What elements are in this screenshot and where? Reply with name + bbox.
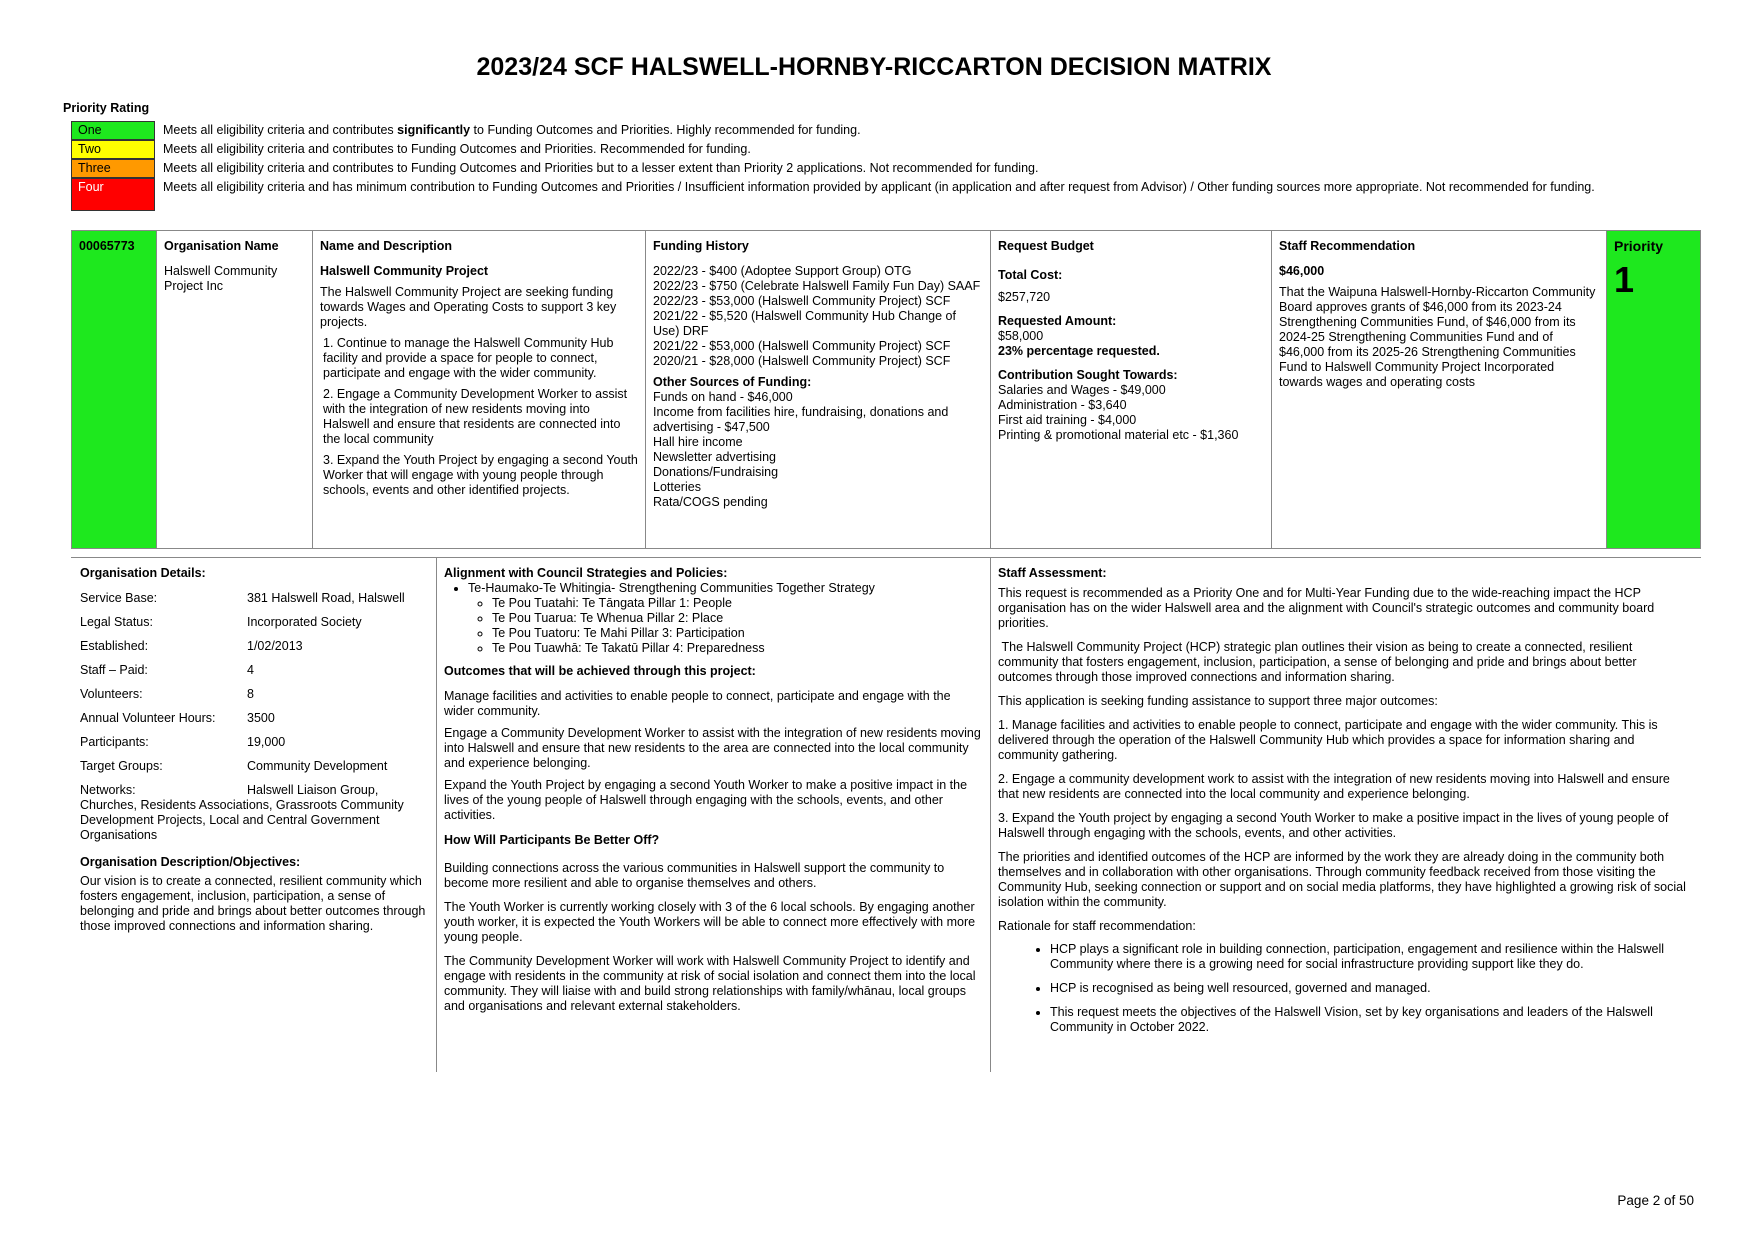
other-source-item: Income from facilities hire, fundraising, donations and advertising - $47,500 — [653, 405, 949, 434]
project-name: Halswell Community Project — [320, 264, 489, 278]
rationale-item: • HCP plays a significant role in building connection, participation, engagement and resilience within the Halswell Community where there is a growing need for social infrastructure providing support like they do. — [1050, 942, 1694, 972]
contribution-item: Printing & promotional material etc - $1,360 — [998, 428, 1239, 442]
rationale-list — [998, 942, 1694, 1035]
request-budget-header: Request Budget — [998, 239, 1094, 253]
application-id-cell — [72, 231, 156, 548]
funding-history-item: 2022/23 - $400 (Adoptee Support Group) OTG — [653, 264, 912, 278]
assessment-paragraph: The Halswell Community Project (HCP) strategic plan outlines their vision as being to create a connected, resilient community that fosters engagement, inclusion, participation, a sense of belonging and pride and brings about better outcomes through those improved connections and information sharing. — [998, 640, 1641, 684]
priority-description-one: Meets all eligibility criteria and contributes significantly to Funding Outcomes and Priorities. Highly recommended for funding. — [163, 123, 861, 137]
priority-description-four: Meets all eligibility criteria and has minimum contribution to Funding Outcomes and Priorities / Insufficient information provided by applicant (in application and after request from Advisor) / Other funding sources more appropriate. Not recommended for funding. — [163, 180, 1595, 194]
description-header: Name and Description — [320, 239, 452, 253]
organisation-details-section — [73, 566, 436, 934]
funding-history-item: 2021/22 - $53,000 (Halswell Community Project) SCF — [653, 339, 951, 353]
other-source-item: Lotteries — [653, 480, 701, 494]
detail-row-volunteers: Volunteers: 8 — [80, 687, 254, 701]
request-budget-cell — [990, 231, 1271, 548]
detail-row-legal-status: Legal Status: Incorporated Society — [80, 615, 362, 629]
total-cost-label: Total Cost: — [998, 268, 1063, 282]
organisation-details-header: Organisation Details: — [80, 566, 206, 580]
assessment-paragraph: 3. Expand the Youth project by engaging a second Youth Worker to make a positive impact in the lives of young people of Halswell through engaging with the schools, events, and other activities. — [998, 811, 1669, 840]
page-title: 2023/24 SCF HALSWELL-HORNBY-RICCARTON DECISION MATRIX — [476, 53, 1272, 81]
contribution-item: Salaries and Wages - $49,000 — [998, 383, 1166, 397]
detail-row-target-groups: Target Groups: Community Development — [80, 759, 388, 773]
funding-history-item: 2022/23 - $53,000 (Halswell Community Project) SCF — [653, 294, 951, 308]
rationale-item: • This request meets the objectives of the Halswell Vision, set by key organisations and leaders of the Halswell Community in October 2022. — [1050, 1005, 1694, 1035]
recommendation-text: That the Waipuna Halswell-Hornby-Riccarton Community Board approves grants of $46,000 from its 2023-24 Strengthening Communities Fund, of $46,000 from its 2024-25 Strengthening Communities Fund and of $46,000 from its 2025-26 Strengthening Communities Fund to Halswell Community Project Incorporated towards wages and operating costs — [1279, 285, 1596, 389]
priority-description-two: Meets all eligibility criteria and contributes to Funding Outcomes and Priorities. Recommended for funding. — [163, 142, 751, 156]
rationale-label: Rationale for staff recommendation: — [998, 919, 1196, 933]
other-source-item: Newsletter advertising — [653, 450, 776, 464]
priority-legend-row-three — [71, 159, 1651, 178]
strategy-item: • Te-Haumako-Te Whitingia- Strengthening Communities Together Strategy ◦ Te Pou Tuatahi: Te Tāngata Pillar 1: People ◦ Te Pou Tuarua: Te Whenua Pillar 2: Place ◦ Te Pou Tuatoru: Te Mahi Pillar 3: Participation ◦ Te Pou Tuawhā: Te Takatū Pillar 4: Preparedness — [468, 581, 983, 656]
section-divider — [71, 557, 1701, 558]
contribution-item: Administration - $3,640 — [998, 398, 1127, 412]
priority-swatch-four: Four — [71, 178, 155, 211]
project-point: 1. Continue to manage the Halswell Community Hub facility and provide a space for people to connect, participate and engage with the wider community. — [323, 336, 614, 380]
pillar-item: ◦ Te Pou Tuatahi: Te Tāngata Pillar 1: People — [492, 596, 983, 611]
pillar-item: ◦ Te Pou Tuatoru: Te Mahi Pillar 3: Participation — [492, 626, 983, 641]
funding-history-item: 2022/23 - $750 (Celebrate Halswell Family Fun Day) SAAF — [653, 279, 981, 293]
organisation-description-header: Organisation Description/Objectives: — [80, 855, 301, 869]
detail-row-volunteer-hours: Annual Volunteer Hours: 3500 — [80, 711, 275, 725]
assessment-paragraph: This request is recommended as a Priority One and for Multi-Year Funding due to the wide-reaching impact the HCP organisation has on the wider Halswell area and the alignment with Council's strategic outcomes and community board priorities. — [998, 586, 1658, 630]
priority-swatch-one: One — [71, 121, 155, 140]
priority-header: Priority — [1614, 238, 1664, 254]
other-source-item: Rata/COGS pending — [653, 495, 768, 509]
application-id: 00065773 — [79, 239, 135, 253]
outcome-item: Expand the Youth Project by engaging a second Youth Worker to make a positive impact in the lives of the young people of Halswell through engaging with the schools, events, and other activities. — [444, 778, 968, 822]
organisation-name: Halswell Community Project Inc — [164, 264, 278, 293]
outcomes-header: Outcomes that will be achieved through this project: — [444, 664, 756, 678]
project-intro: The Halswell Community Project are seeking funding towards Wages and Operating Costs to support 3 key projects. — [320, 285, 617, 329]
other-source-item: Hall hire income — [653, 435, 743, 449]
staff-assessment-section — [991, 566, 1701, 1044]
priority-rating-heading: Priority Rating — [63, 101, 150, 115]
networks-list: Churches, Residents Associations, Grassroots Community Development Projects, Local and Central Government Organisations — [80, 798, 404, 842]
outcome-item: Engage a Community Development Worker to assist with the integration of new residents moving into Halswell and ensure that new residents to the area are connected into the local community and experience belonging. — [444, 726, 981, 770]
detail-row-established: Established: 1/02/2013 — [80, 639, 303, 653]
assessment-paragraph: 2. Engage a community development work to assist with the integration of new residents moving into Halswell and ensure that new residents are connected into the local community and experience belonging. — [998, 772, 1670, 801]
organisation-name-header: Organisation Name — [164, 239, 279, 253]
priority-description-three: Meets all eligibility criteria and contributes to Funding Outcomes and Priorities but to a lesser extent than Priority 2 applications. Not recommended for funding. — [163, 161, 1039, 175]
better-off-header: How Will Participants Be Better Off? — [444, 833, 660, 847]
funding-history-header: Funding History — [653, 239, 749, 253]
other-sources-header: Other Sources of Funding: — [653, 375, 812, 389]
priority-swatch-two: Two — [71, 140, 155, 159]
organisation-name-cell — [156, 231, 312, 548]
better-off-item: The Community Development Worker will work with Halswell Community Project to identify and engage with residents in the community at risk of social isolation and connect them into the local community. They will liaise with and build strong relationships with family/whānau, local groups and organisations and relevant external stakeholders. — [444, 954, 976, 1013]
assessment-paragraph: The priorities and identified outcomes of the HCP are informed by the work they are already doing in the community both themselves and in collaboration with other organisations. Through community feedback received from those visiting the Community Hub, seeking connection or support and on social media platforms, they have highlighted a growing risk of social isolation within the community. — [998, 850, 1686, 909]
alignment-section — [437, 566, 990, 1020]
detail-row-networks: Networks: Halswell Liaison Group, — [80, 783, 379, 797]
priority-legend-row-one — [71, 121, 1651, 140]
better-off-item: Building connections across the various communities in Halswell support the community to become more resilient and able to organise themselves and others. — [444, 861, 945, 890]
project-point: 2. Engage a Community Development Worker to assist with the integration of new residents moving into Halswell and ensure that residents are connected into the local community — [323, 387, 628, 446]
priority-legend-row-four — [71, 178, 1651, 211]
rationale-item: • HCP is recognised as being well resourced, governed and managed. — [1050, 981, 1694, 996]
total-cost-value: $257,720 — [998, 290, 1051, 304]
detail-row-service-base: Service Base: 381 Halswell Road, Halswell — [80, 591, 405, 605]
staff-assessment-header: Staff Assessment: — [998, 566, 1107, 580]
detail-row-participants: Participants: 19,000 — [80, 735, 286, 749]
funding-history-item: 2020/21 - $28,000 (Halswell Community Project) SCF — [653, 354, 951, 368]
funding-history-item: 2021/22 - $5,520 (Halswell Community Hub Change of Use) DRF — [653, 309, 956, 338]
detail-row-staff-paid: Staff – Paid: 4 — [80, 663, 254, 677]
project-point: 3. Expand the Youth Project by engaging a second Youth Worker that will engage with young people through schools, events and other identified projects. — [323, 453, 638, 497]
priority-legend — [71, 121, 1651, 211]
other-source-item: Donations/Fundraising — [653, 465, 779, 479]
contribution-item: First aid training - $4,000 — [998, 413, 1137, 427]
staff-recommendation-header: Staff Recommendation — [1279, 239, 1416, 253]
recommended-amount: $46,000 — [1279, 264, 1325, 278]
outcome-item: Manage facilities and activities to enable people to connect, participate and engage with the wider community. — [444, 689, 951, 718]
contribution-label: Contribution Sought Towards: — [998, 368, 1178, 382]
priority-swatch-three: Three — [71, 159, 155, 178]
pillar-list — [468, 596, 983, 656]
requested-amount-value: $58,000 — [998, 329, 1044, 343]
requested-amount-label: Requested Amount: — [998, 314, 1117, 328]
better-off-item: The Youth Worker is currently working closely with 3 of the 6 local schools. By engaging another youth worker, it is expected the Youth Workers will be able to connect more effectively with more young people. — [444, 900, 976, 944]
assessment-paragraph: 1. Manage facilities and activities to enable people to connect, participate and engage with the wider community. This is delivered through the operation of the Halswell Community Hub which provides a space for information sharing and community gathering. — [998, 718, 1658, 762]
application-summary-table — [71, 230, 1701, 549]
assessment-paragraph: This application is seeking funding assistance to support three major outcomes: — [998, 694, 1438, 708]
priority-value: 1 — [1614, 259, 1635, 300]
staff-recommendation-cell — [1271, 231, 1606, 548]
priority-cell — [1606, 231, 1700, 548]
pillar-item: ◦ Te Pou Tuawhā: Te Takatū Pillar 4: Preparedness — [492, 641, 983, 656]
other-source-item: Funds on hand - $46,000 — [653, 390, 793, 404]
funding-history-cell — [645, 231, 990, 548]
strategy-list — [444, 581, 983, 656]
priority-legend-row-two — [71, 140, 1651, 159]
description-cell — [312, 231, 645, 548]
page-number: Page 2 of 50 — [1617, 1193, 1694, 1208]
percentage-requested: 23% percentage requested. — [998, 344, 1160, 358]
pillar-item: ◦ Te Pou Tuarua: Te Whenua Pillar 2: Place — [492, 611, 983, 626]
organisation-description: Our vision is to create a connected, resilient community which fosters engagement, inclusion, participation, a sense of belonging and pride and brings about better outcomes through those improved connections and information sharing. — [80, 874, 426, 933]
alignment-header: Alignment with Council Strategies and Policies: — [444, 566, 728, 580]
